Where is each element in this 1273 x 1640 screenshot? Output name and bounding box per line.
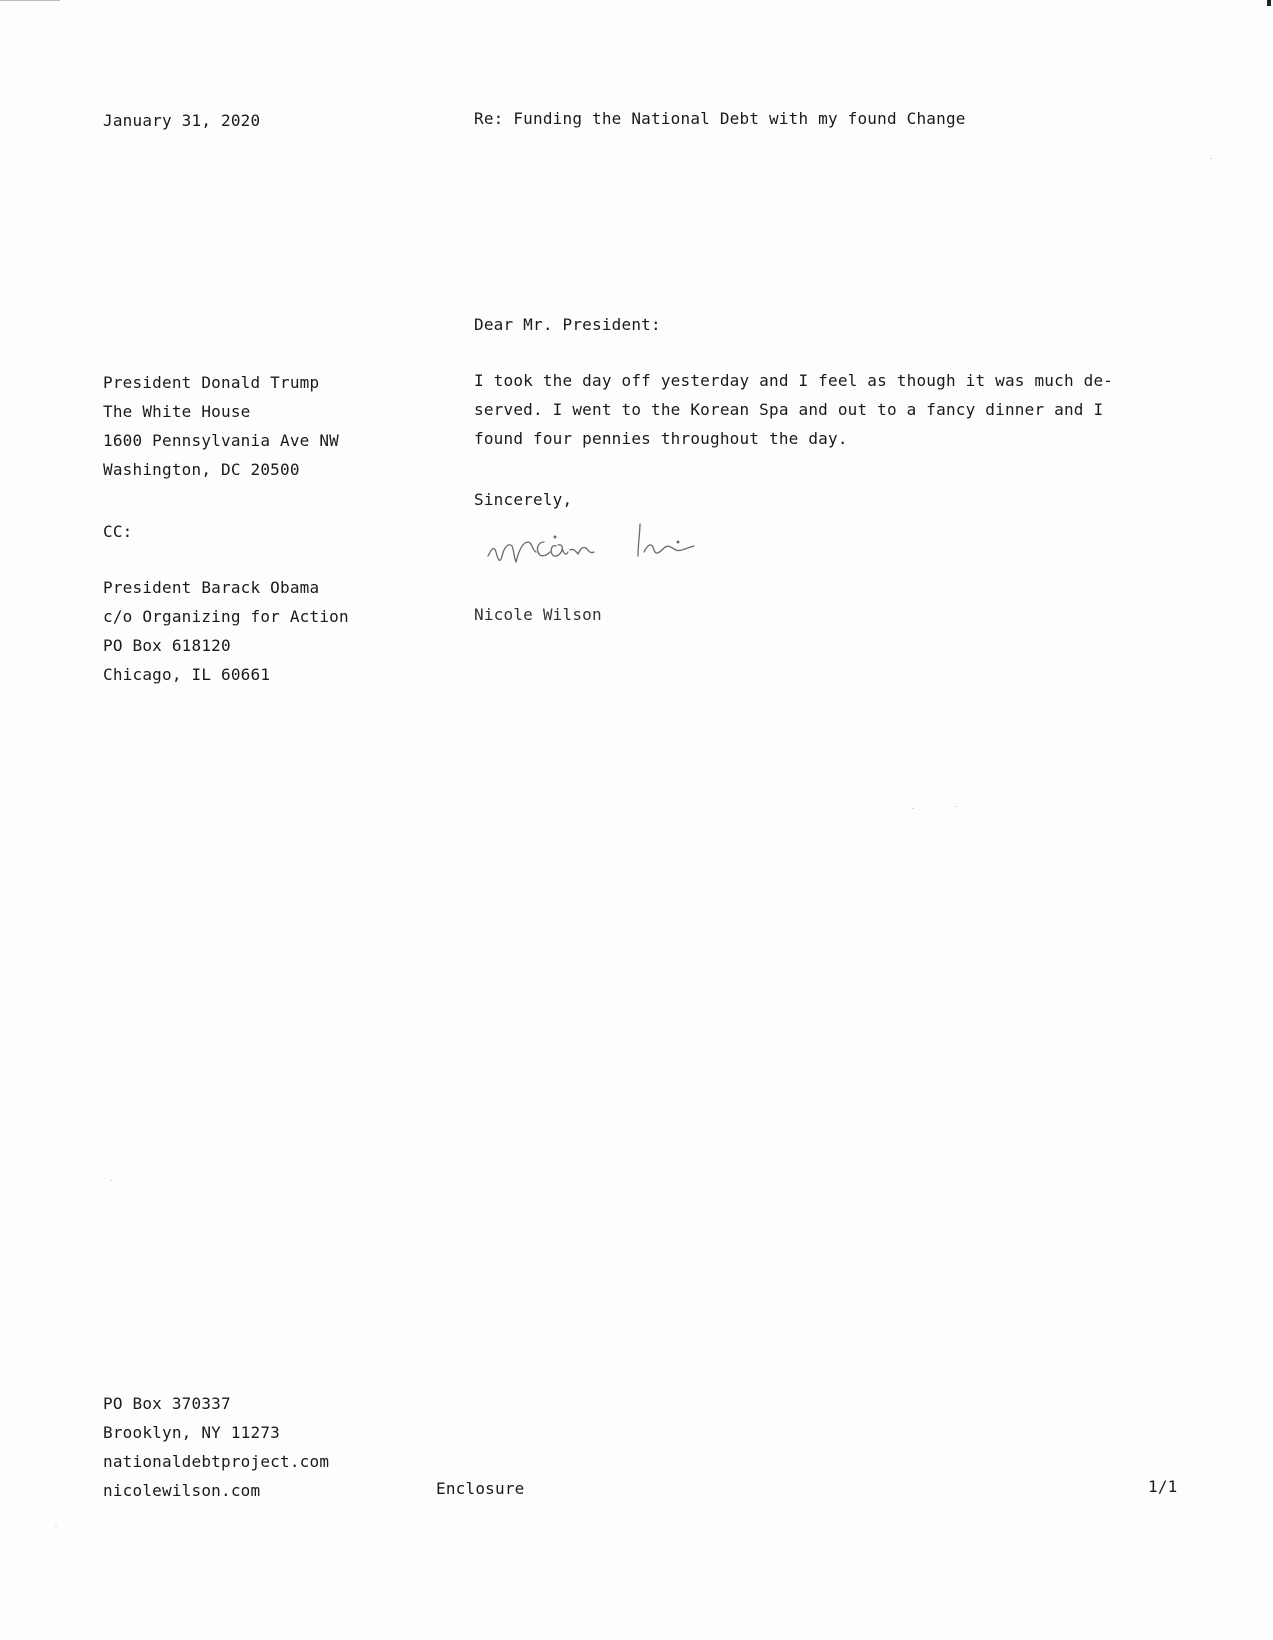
page-number: 1/1: [1148, 1477, 1178, 1496]
cc-label: CC:: [103, 522, 133, 541]
scan-speck: [110, 1180, 112, 1181]
footer-line: PO Box 370337: [103, 1394, 231, 1413]
recipient-line: 1600 Pennsylvania Ave NW: [103, 431, 339, 450]
enclosure-label: Enclosure: [436, 1479, 525, 1498]
footer-link-national-debt: nationaldebtproject.com: [103, 1452, 330, 1471]
cc-line: PO Box 618120: [103, 636, 231, 655]
recipient-line: Washington, DC 20500: [103, 460, 300, 479]
scan-edge-mark: [0, 0, 60, 1]
scan-speck: [1210, 158, 1212, 159]
body-line: served. I went to the Korean Spa and out to a fancy dinner and I: [474, 400, 1104, 419]
letter-body: [474, 366, 1113, 453]
recipient-line: President Donald Trump: [103, 373, 320, 392]
cc-line: Chicago, IL 60661: [103, 665, 271, 684]
scan-corner-mark: [1267, 0, 1271, 6]
cc-line: President Barack Obama: [103, 578, 320, 597]
letter-subject: Re: Funding the National Debt with my found Change: [474, 109, 966, 128]
letter-date: January 31, 2020: [103, 111, 261, 130]
body-line: found four pennies throughout the day.: [474, 429, 848, 448]
signer-name: Nicole Wilson: [474, 605, 602, 624]
scan-speck: [55, 1526, 57, 1527]
salutation: Dear Mr. President:: [474, 315, 661, 334]
cc-line: c/o Organizing for Action: [103, 607, 349, 626]
footer-link-nicole-wilson: nicolewilson.com: [103, 1481, 261, 1500]
footer-line: Brooklyn, NY 11273: [103, 1423, 280, 1442]
scan-speck: [955, 806, 957, 807]
cc-recipient-address: [103, 573, 349, 689]
handwritten-signature: [482, 512, 752, 582]
recipient-address: [103, 368, 339, 484]
footer-address: [103, 1389, 329, 1505]
recipient-line: The White House: [103, 402, 251, 421]
scan-speck: [912, 808, 914, 809]
body-line: I took the day off yesterday and I feel as though it was much de-: [474, 371, 1114, 390]
closing: Sincerely,: [474, 490, 573, 509]
